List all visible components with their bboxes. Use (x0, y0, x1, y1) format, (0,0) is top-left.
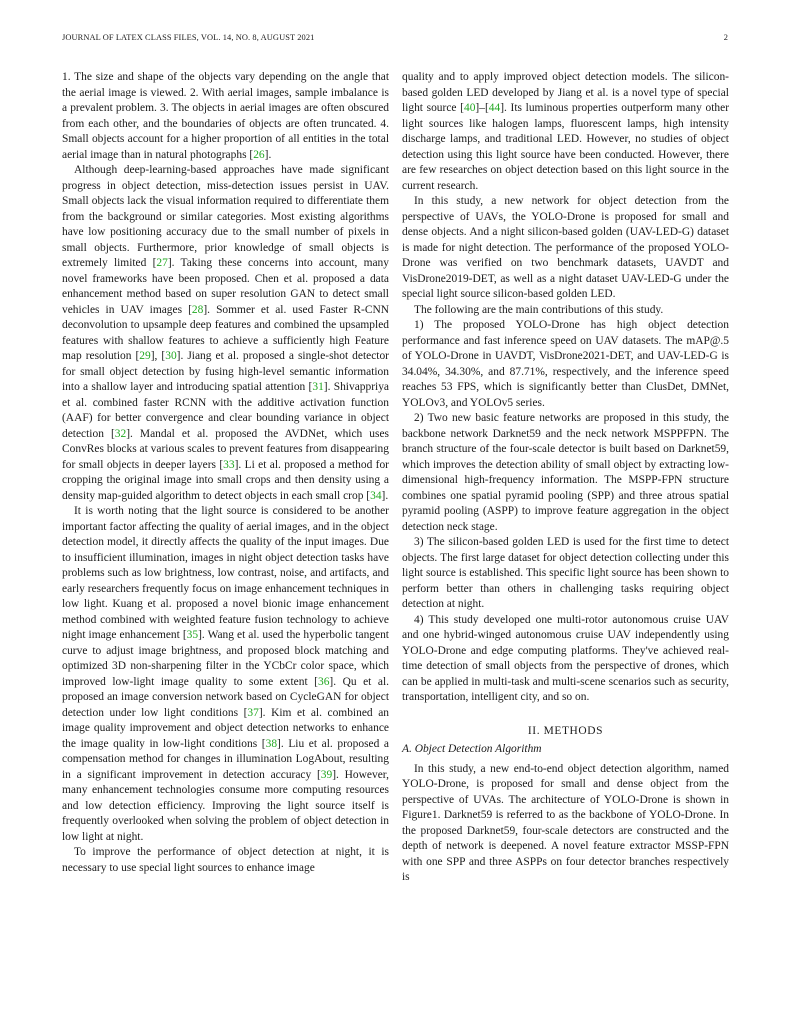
paragraph: Although deep-learning-based approaches have made significant progress in object detection, miss-detection issues persist in UAV. Small objects lack the visual information required to differentiate them from the background or similar categories. Most existing algorithms have low positioning accuracy due to the small number of pixels in small objects. Furthermore, prior knowledge of small objects is extremely limited [27]. Taking these concerns into account, many novel frameworks have been proposed. Chen et al. proposed a data enhancement method based on super resolution GAN to detect small vehicles in UAV images [28]. Sommer et al. used Faster R-CNN deconvolution to upsample deep features and combined the upsampled features with shallow features to achieve a sufficiently high Feature map resolution [29], [30]. Jiang et al. proposed a single-shot detector for small object detection by fusing high-level semantic information into a shallow layer and introducing spatial attention [31]. Shivappriya et al. combined faster RCNN with the additive activation function (AAF) for better convergence and clear bounding variance in object detection [32]. Mandal et al. proposed the AVDNet, which uses ConvRes blocks at various scales to prevent features from disappearing for small objects in deeper layers [33]. Li et al. proposed a method for cropping the original image into small crops and then density using a density map-guided algorithm to detect objects in each small crop [34]. (62, 164, 389, 502)
citation-link[interactable]: 32 (114, 427, 127, 440)
citation-link[interactable]: 26 (253, 148, 265, 161)
citation-link[interactable]: 39 (320, 768, 333, 781)
paragraph: quality and to apply improved object detection models. The silicon-based golden LED developed by Jiang et al. is a novel type of special light source [40]–[44]. Its luminous properties outperform many other light sources like halogen lamps, fluorescent lamps, high intensity discharge lamps, and traditional LED. However, no studies of object detection using this light source have been conducted. However, there are few researches on object detection based on this light source in the current research. (402, 71, 730, 192)
citation-link[interactable]: 38 (265, 737, 278, 750)
left-column (62, 70, 389, 876)
paragraph: The following are the main contributions of this study. (414, 303, 664, 316)
contribution-item: 3) The silicon-based golden LED is used for the first time to detect objects. The first large dataset for object detection collecting under this light source is established. This specific light source has been shown to perform better than others in challenging tasks requiring object detection at night. (402, 536, 729, 610)
paragraph: 1. The size and shape of the objects vary depending on the angle that the aerial image is viewed. 2. With aerial images, sample imbalance is a prevalent problem. 3. The objects in aerial images are often obscured from each other, and the boundaries of objects are often truncated. 4. Small objects account for a higher proportion of all entities in the total aerial image than in natural photographs [26]. (62, 71, 389, 161)
citation-link[interactable]: 28 (191, 303, 204, 316)
section-heading: II. METHODS (527, 724, 604, 737)
contribution-item: 1) The proposed YOLO-Drone has high object detection performance and fast inference speed on UAV datasets. The mAP@.5 of YOLO-Drone in UAVDT, VisDrone2021-DET, and UAV-LED-G is 34.04%, 34.30%, and 87.71%, respectively, and the inference speed reaches 53 FPS, which is significantly better than ClusDet, DMNet, YOLOv3, and YOLOv5 series. (402, 319, 729, 409)
citation-link[interactable]: 37 (247, 706, 259, 719)
paragraph: In this study, a new network for object detection from the perspective of UAVs, the YOLO-Drone is proposed for small and dense objects. And a night silicon-based golden (UAV-LED-G) dataset is made for night detection. The performance of the proposed YOLO-Drone was verified on two benchmark datasets, UAVDT and VisDrone2019-DET, as well as a night dataset UAV-LED-G under the special light source silicon-based golden LED. (402, 195, 729, 300)
citation-link[interactable]: 35 (186, 629, 199, 641)
citation-link[interactable]: 27 (156, 257, 168, 269)
paragraph: It is worth noting that the light source is considered to be another important factor affecting the quality of aerial images, and in the object detection model, it directly affects the quality of the input images. Due to insufficient illumination, images in night object detection tasks have problems such as low brightness, low contrast, noise, and artifacts, and early researchers frequently focus on image enhancement techniques in low light. Kuang et al. proposed a novel bionic image enhancement method combined with weighted feature fusion technology to achieve night image enhancement [35]. Wang et al. used the hyperbolic tangent curve to adjust image brightness, and proposed block matching and optimized 3D non-sharpening filter in the YCbCr color space, which improved low-light image quality to some extent [36]. Qu et al. proposed an image conversion network based on CycleGAN for object detection under low light conditions [37]. Kim et al. combined an image quality improvement and object detection networks to enhance the image quality in low-light conditions [38]. Liu et al. proposed a compensation method for changes in illumination LogAbout, resulting in a significant improvement in detection accuracy [39]. However, many enhancement technologies consume more computing resources and low detection efficiency. Improving the light source itself is frequently overlooked when solving the problem of object detection in low light at night. (62, 505, 390, 843)
right-column (402, 70, 729, 886)
journal-header: JOURNAL OF LATEX CLASS FILES, VOL. 14, NO. 8, AUGUST 2021 (62, 33, 315, 42)
paragraph: To improve the performance of object detection at night, it is necessary to use special light sources to enhance image (62, 846, 389, 874)
citation-link[interactable]: 44 (488, 102, 501, 114)
contribution-item: 4) This study developed one multi-rotor autonomous cruise UAV and one hybrid-winged autonomous cruise UAV independently using YOLO-Drone and edge computing platforms. They've achieved real-time detection of small objects from the perspective of drones, which can be applied in multi-task and multi-scene scenarios such as security, transportation, intelligent city, and so on. (402, 613, 729, 703)
citation-link[interactable]: 40 (463, 102, 476, 114)
citation-link[interactable]: 33 (223, 458, 235, 471)
page-number: 2 (723, 33, 728, 42)
citation-link[interactable]: 31 (312, 381, 324, 393)
running-header (62, 33, 728, 47)
paragraph: In this study, a new end-to-end object detection algorithm, named YOLO-Drone, is proposed for small and dense object from the perspective of UVAs. The architecture of YOLO-Drone is shown in Figure1. Darknet59 is referred to as the backbone of YOLO-Drone. In the proposed Darknet59, four-scale detectors are constructed and the depth of network is deepened. A novel feature extractor MSSP-FPN with one SPP and three ASPPs on four detector branches respectively is (402, 762, 729, 883)
subsection-heading: A. Object Detection Algorithm (402, 743, 542, 755)
citation-link[interactable]: 34 (370, 489, 382, 502)
citation-link[interactable]: 36 (317, 675, 330, 688)
citation-link[interactable]: 30 (165, 350, 177, 362)
citation-link[interactable]: 29 (139, 350, 151, 362)
contribution-item: 2) Two new basic feature networks are proposed in this study, the backbone network Darknet59 and the neck network MSPPFPN. The branch structure of the four-scale detector is built based on Darknet59, which improves the detection ability of small object by extracting low-dimensional high-frequency information. The MSPP-FPN structure combines one spatial pyramid pooling (SPP) and three atrous spatial pyramid pooling (ASPP) to improve feature aggregation in the object detection neck stage. (402, 412, 729, 533)
